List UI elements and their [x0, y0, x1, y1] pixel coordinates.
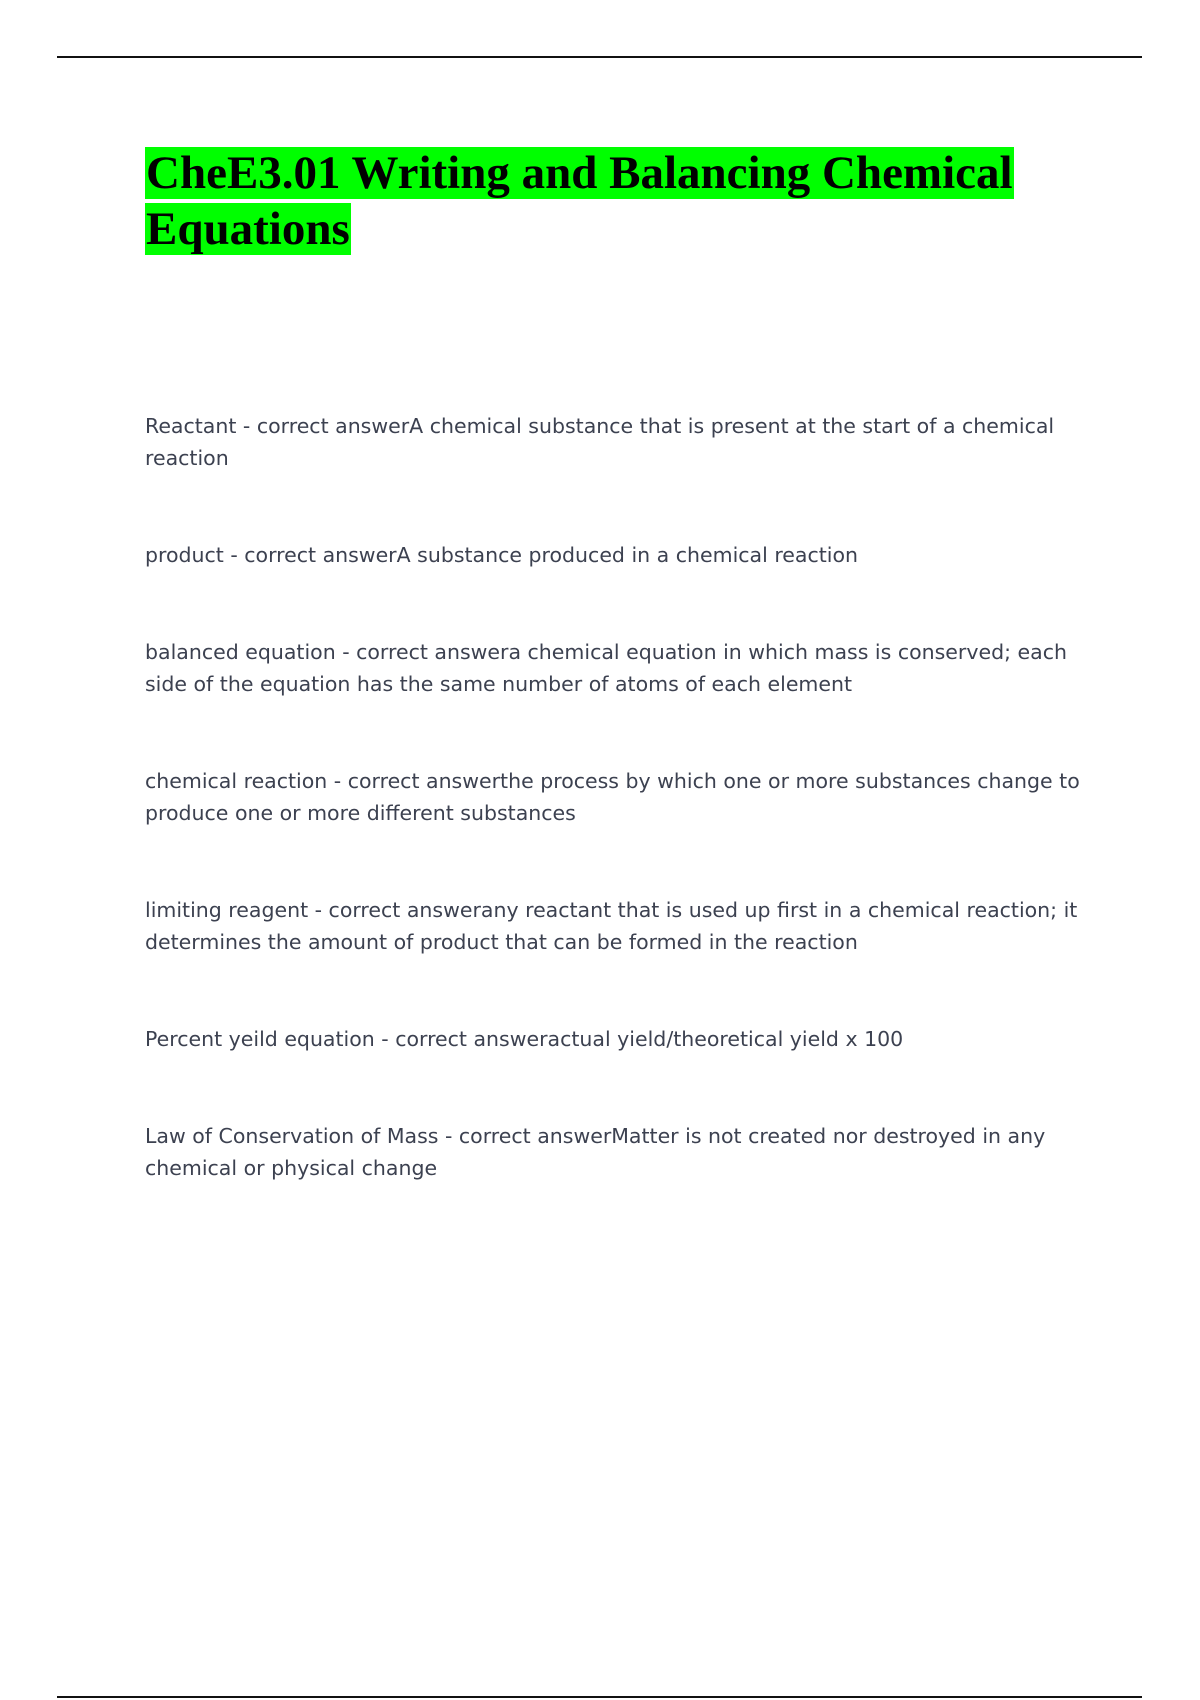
- qa-item-limiting-reagent: limiting reagent - correct answerany reactant that is used up first in a chemical reaction; it determines the amount of product that can be formed in the reaction: [145, 898, 1078, 954]
- document-title: [145, 145, 1105, 257]
- qa-item-balanced-equation: balanced equation - correct answera chemical equation in which mass is conserved; each side of the equation has the same number of atoms of each element: [145, 640, 1067, 696]
- title-highlight: CheE3.01 Writing and Balancing Chemical Equations: [146, 147, 1013, 255]
- top-rule: [57, 56, 1142, 58]
- bottom-rule: [57, 1696, 1142, 1698]
- qa-item-product: product - correct answerA substance produced in a chemical reaction: [145, 543, 859, 567]
- qa-item-percent-yield: Percent yeild equation - correct answeractual yield/theoretical yield x 100: [145, 1027, 904, 1051]
- qa-list: [145, 410, 1095, 1184]
- qa-item-conservation-of-mass: Law of Conservation of Mass - correct answerMatter is not created nor destroyed in any chemical or physical change: [145, 1124, 1046, 1180]
- qa-item-reactant: Reactant - correct answerA chemical substance that is present at the start of a chemical reaction: [145, 414, 1055, 470]
- qa-item-chemical-reaction: chemical reaction - correct answerthe process by which one or more substances change to produce one or more different substances: [145, 769, 1080, 825]
